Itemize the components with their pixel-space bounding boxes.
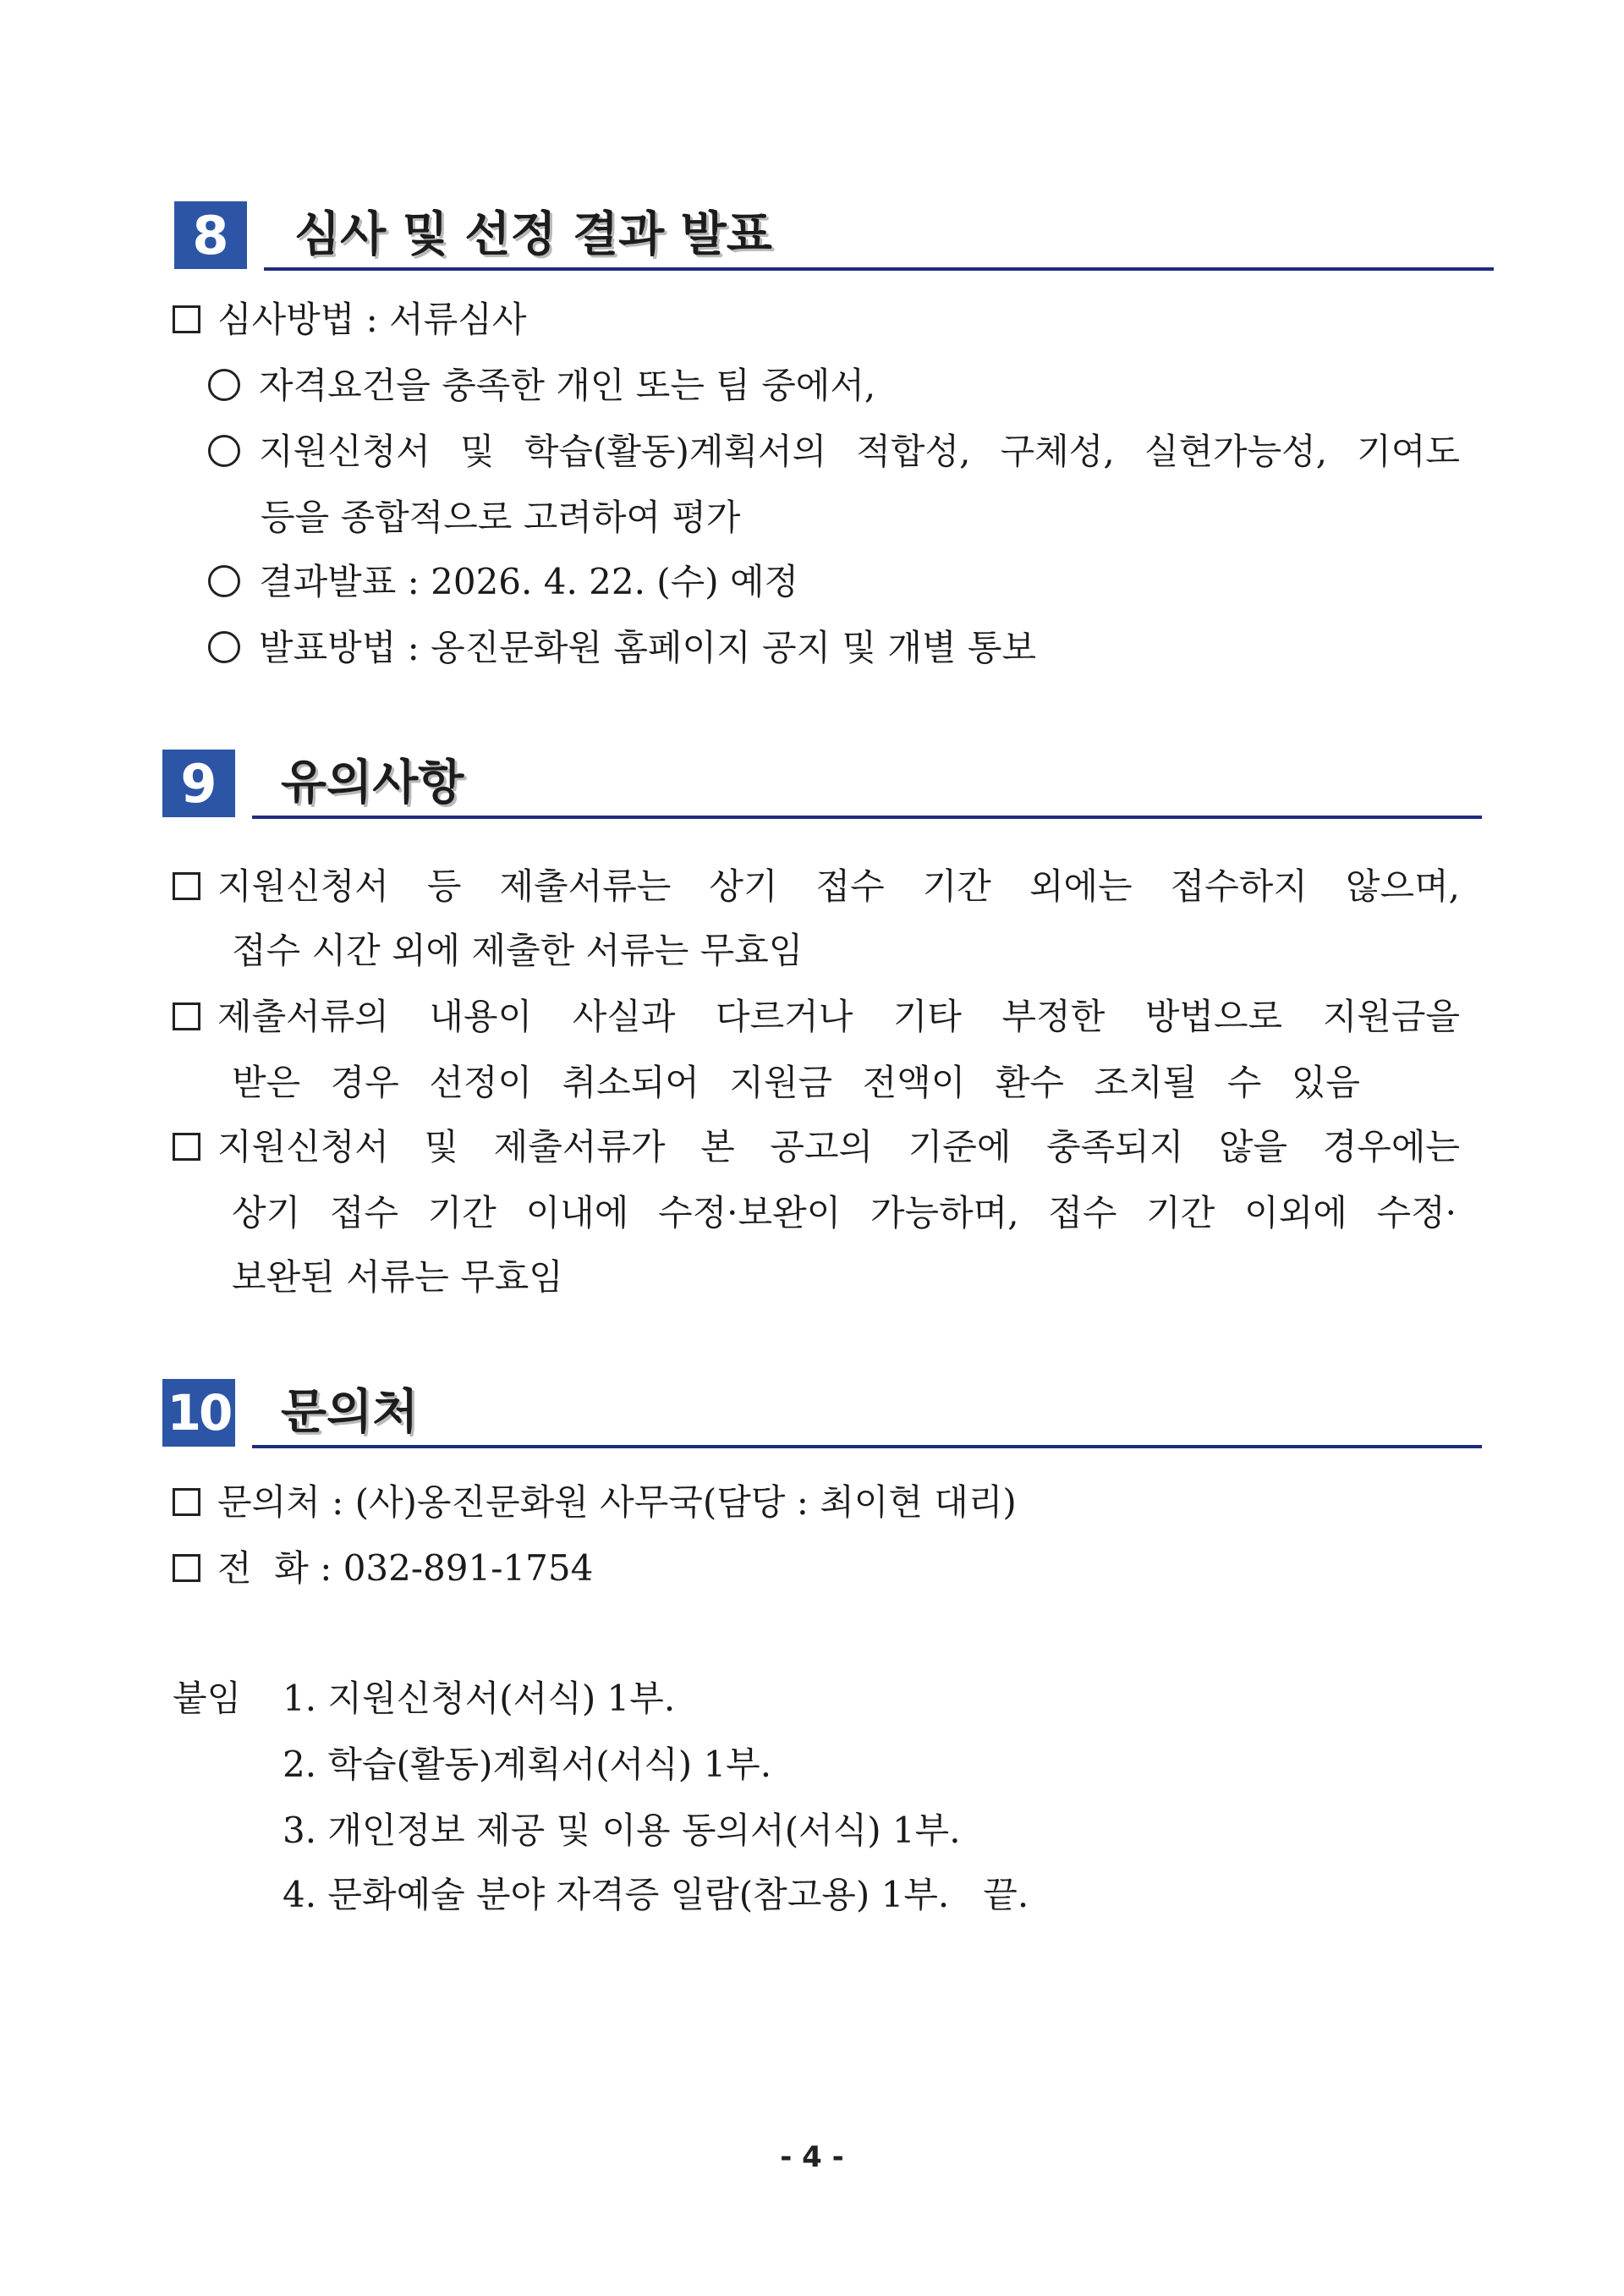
section-8-title: 심사 및 선정 결과 발표 [294,207,772,262]
checkbox-square-icon [173,305,200,333]
circle-bullet-icon [208,369,240,401]
s10-line-2: 전 화 : 032-891-1754 [173,1546,593,1590]
s9-line-3: 제출서류의 내용이 사실과 다르거나 기타 부정한 방법으로 지원금을 [173,995,1460,1039]
page-number: - 4 - [780,2140,844,2174]
s8-line-3: 지원신청서 및 학습(활동)계획서의 적합성, 구체성, 실현가능성, 기여도 [208,430,1460,474]
section-10-header [162,1379,1482,1447]
checkbox-square-icon [173,1133,200,1161]
attachment-item: 1. 지원신청서(서식) 1부. [283,1678,676,1719]
section-9-rule [252,816,1482,819]
s9-line-1: 지원신청서 등 제출서류는 상기 접수 기간 외에는 접수하지 않으며, [173,865,1460,909]
circle-bullet-icon [208,631,240,663]
s8-line-5: 결과발표 : 2026. 4. 22. (수) 예정 [208,560,798,604]
checkbox-square-icon [173,1554,200,1582]
section-9-number: 9 [162,750,235,817]
section-9-title: 유의사항 [281,755,464,810]
s8-line-2: 자격요건을 충족한 개인 또는 팀 중에서, [208,364,875,408]
s8-line-1: 심사방법 : 서류심사 [173,298,526,342]
s8-line-6: 발표방법 : 옹진문화원 홈페이지 공지 및 개별 통보 [208,626,1036,670]
s9-line-6: 상기 접수 기간 이내에 수정·보완이 가능하며, 접수 기간 이외에 수정· [232,1192,1457,1233]
section-10-number: 10 [162,1379,235,1447]
attachments-label: 붙임 [173,1678,242,1719]
s9-line-2: 접수 시간 외에 제출한 서류는 무효임 [232,930,804,971]
circle-bullet-icon [208,565,240,597]
s10-line-1: 문의처 : (사)옹진문화원 사무국(담당 : 최이현 대리) [173,1480,1017,1524]
section-8-rule [264,267,1494,271]
checkbox-square-icon [173,1002,200,1030]
attachment-item: 3. 개인정보 제공 및 이용 동의서(서식) 1부. [283,1810,961,1851]
section-10-title: 문의처 [281,1385,419,1440]
s9-line-4: 받은 경우 선정이 취소되어 지원금 전액이 환수 조치될 수 있음 [232,1062,1360,1103]
section-8-number: 8 [174,201,247,269]
section-10-rule [252,1445,1482,1448]
attachment-item: 2. 학습(활동)계획서(서식) 1부. [283,1744,772,1785]
checkbox-square-icon [173,1488,200,1516]
section-9-header [162,750,1482,817]
section-8-header [174,201,1494,269]
attachment-item: 4. 문화예술 분야 자격증 일람(참고용) 1부. 끝. [283,1874,1029,1915]
s8-line-4: 등을 종합적으로 고려하여 평가 [261,497,741,538]
s9-line-7: 보완된 서류는 무효임 [232,1256,563,1298]
s9-line-5: 지원신청서 및 제출서류가 본 공고의 기준에 충족되지 않을 경우에는 [173,1125,1460,1169]
checkbox-square-icon [173,872,200,900]
circle-bullet-icon [208,435,240,467]
